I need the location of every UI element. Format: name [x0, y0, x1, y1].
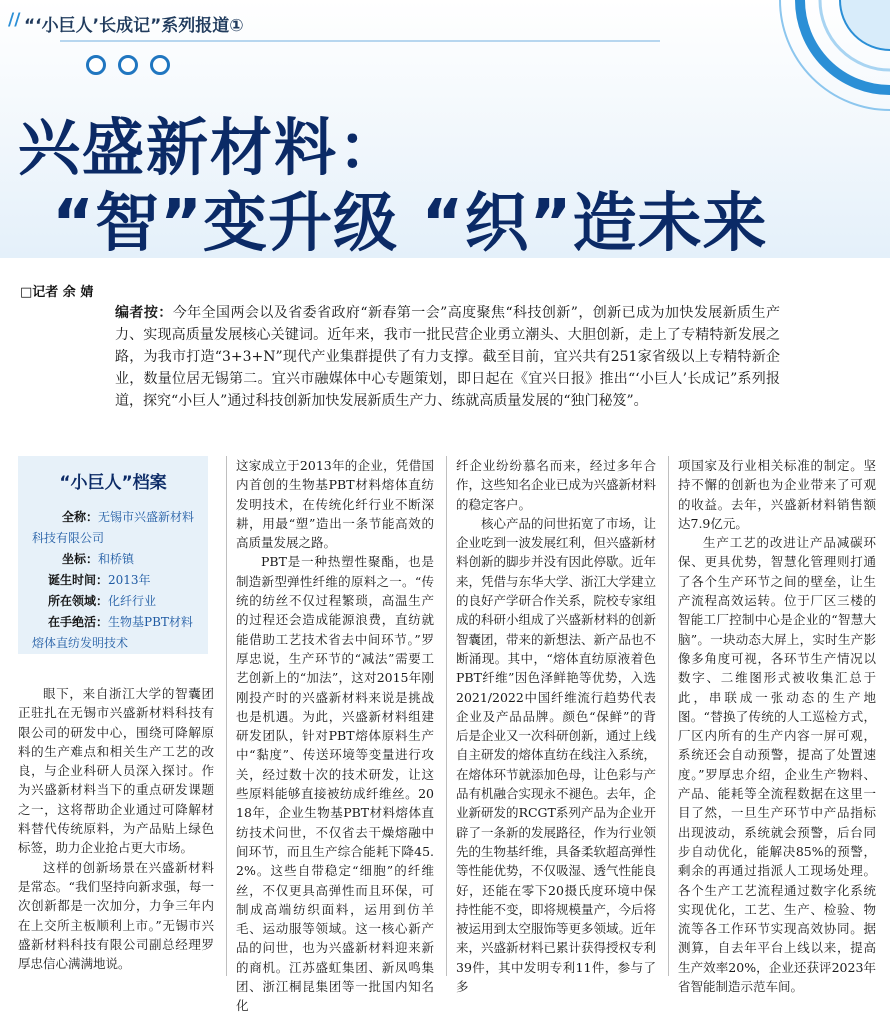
ring-icon	[150, 55, 170, 75]
headline-line-2: “智”变升级 “织”造未来	[52, 187, 768, 258]
article-column-2	[236, 456, 434, 1016]
profile-key: 所在领域：	[48, 594, 109, 608]
profile-value: 2013年	[108, 573, 151, 587]
profile-value: 生物基PBT材料熔体直纺发明技术	[32, 615, 193, 650]
ring-decoration	[86, 55, 170, 75]
paragraph: 这样的创新场景在兴盛新材料是常态。“我们坚持向新求强，每一次创新都是一次加分，力争三年内在上交所主板顺利上市。”无锡市兴盛新材料科技有限公司副总经理罗厚忠信心满满地说。	[18, 859, 214, 972]
column-divider	[226, 456, 227, 976]
profile-title: “小巨人”档案	[59, 473, 167, 493]
profile-key: 在手绝活：	[48, 615, 109, 629]
headline-line-1: 兴盛新材料：	[18, 111, 403, 184]
editor-note	[115, 302, 780, 412]
decorative-line	[60, 40, 660, 42]
paragraph: 生产工艺的改进让产品减碳环保、更具优势，智慧化管理则打通了各个生产环节之间的壁垒，让生产流程高效运转。位于厂区三楼的智能工厂控制中心是企业的“智慧大脑”。一块动态大屏上，实时生产影像多角度可视，各环节生产情况以数字、二维图形式被收集汇总于此，串联成一张动态的生产地图。“替换了传统的人工巡检方式，厂区内所有的生产内容一屏可观，系统还会自动预警，提高了处置速度。”罗厚忠介绍，企业生产物料、产品、能耗等全流程数据在这里一目了然，一旦生产环节中产品指标出现波动，系统就会预警，后台同步自动优化，能解决85%的预警，剩余的再通过指派人工现场处理。各个生产工艺流程通过数字化系统实现优化，工艺、生产、检验、物流等各工作环节实现高效协同。据测算，自去年平台上线以来，提高生产效率20%，企业还获评2023年省智能制造示范车间。	[678, 535, 876, 995]
article-column-1	[18, 684, 214, 973]
ring-icon	[118, 55, 138, 75]
series-tag: “‘小巨人’长成记”系列报道①	[24, 16, 244, 36]
paragraph: 眼下，来自浙江大学的智囊团正驻扎在无锡市兴盛新材料科技有限公司的研发中心，围绕可降解原料的生产难点和相关生产工艺的改良，与企业科研人员深入探讨。作为兴盛新材料当下的重点研发课题之一，这将帮助企业通过可降解材料替代传统原料，为产品贴上绿色标签，助力企业抢占更大市场。	[18, 686, 214, 856]
profile-key: 全称：	[62, 510, 99, 524]
paragraph: 这家成立于2013年的企业，凭借国内首创的生物基PBT材料熔体直纺发明技术，在传统化纤行业不断深耕，用最“塑”造出一条节能高效的高质量发展之路。	[236, 458, 434, 551]
article-column-3	[456, 456, 656, 996]
paragraph: 核心产品的问世拓宽了市场，让企业吃到一波发展红利，但兴盛新材料创新的脚步并没有因此停歇。近年来，凭借与东华大学、浙江大学建立的良好产学研合作关系，院校专家组成的科研小组成了兴盛新材料的创新智囊团，带来的新想法、新产品也不断涌现。其中，“熔体直纺原液着色PBT纤维”因色泽鲜艳等优势，入选2021/2022中国纤维流行趋势代表企业及产品品牌。颜色“保鲜”的背后是企业又一次科研创新，通过上线自主研发的熔体直纺在线注入系统，在熔体环节就添加色母，让色彩与产品有机融合实现永不褪色。去年，企业新研发的RCGT系列产品为企业开辟了一条新的发展路径，作为行业领先的生物基纤维，具备柔软超高弹性等性能优势，不仅吸湿、透气性能良好，还能在零下20摄氏度环境中保持性能不变，即将规模量产，今后将被运用到太空服饰等更多领域。近年来，兴盛新材料已累计获得授权专利39件，其中发明专利11件，参与了多	[456, 515, 657, 995]
profile-key: 坐标：	[62, 552, 99, 566]
paragraph: 项国家及行业相关标准的制定。坚持不懈的创新也为企业带来了可观的收益。去年，兴盛新材料销售额达7.9亿元。	[678, 458, 876, 531]
profile-body	[32, 507, 196, 654]
profile-row-location	[32, 549, 196, 570]
profile-value: 化纤行业	[108, 594, 157, 608]
article-column-4	[678, 456, 876, 996]
paragraph: PBT是一种热塑性聚酯，也是制造新型弹性纤维的原料之一。“传统的纺丝不仅过程繁琐，高温生产的过程还会造成能源浪费，直纺就能借助工艺技术省去中间环节。”罗厚忠说，生产环节的“减法”需要工艺创新上的“加法”，这对2015年刚刚投产时的兴盛新材料来说是挑战也是机遇。为此，兴盛新材料组建研发团队，针对PBT熔体原料生产中“黏度”、传送环境等变量进行攻关，经过数十次的技术研发，让这些原料能够直接被纺成纤维丝。2018年，企业生物基PBT材料熔体直纺技术问世，不仅省去干燥熔融中间环节，而且生产综合能耗下降45.2%。这些自带稳定“细胞”的纤维丝，不仅更具高弹性而且环保，可制成高端纺织面料，运用到仿羊毛、运动服等领域。这一核心新产品的问世，也为兴盛新材料迎来新的商机。江苏盛虹集团、新凤鸣集团、浙江桐昆集团等一批国内知名化	[236, 554, 434, 1014]
column-divider	[668, 456, 669, 976]
column-divider	[446, 456, 447, 976]
ring-icon	[86, 55, 106, 75]
article-header	[0, 0, 890, 258]
byline: □记者 余 婧	[20, 285, 94, 300]
swirl-decoration-icon	[740, 0, 890, 120]
profile-row-field	[32, 591, 196, 612]
editor-note-text: 今年全国两会以及省委省政府“新春第一会”高度聚焦“科技创新”，创新已成为加快发展新质生产力、实现高质量发展核心关键词。近年来，我市一批民营企业勇立潮头、大胆创新，走上了专精特新发展之路，为我市打造“3+3+N”现代产业集群提供了有力支撑。截至目前，宜兴共有251家省级以上专精特新企业，数量位居无锡第二。宜兴市融媒体中心专题策划，即日起在《宜兴日报》推出“‘小巨人’长成记”系列报道，探究“小巨人”通过科技创新加快发展新质生产力、练就高质量发展的“独门秘笈”。	[115, 305, 780, 409]
company-profile-box	[18, 456, 208, 654]
profile-row-skill	[32, 612, 196, 654]
editor-note-lead: 编者按：	[115, 305, 173, 321]
profile-row-fullname	[32, 507, 196, 549]
profile-value: 和桥镇	[98, 552, 135, 566]
paragraph: 纤企业纷纷慕名而来，经过多年合作，这些知名企业已成为兴盛新材料的稳定客户。	[456, 458, 657, 512]
slash-decoration-icon: //	[8, 10, 21, 30]
profile-row-founded	[32, 570, 196, 591]
profile-value: 无锡市兴盛新材料科技有限公司	[32, 510, 195, 545]
profile-key: 诞生时间：	[48, 573, 109, 587]
